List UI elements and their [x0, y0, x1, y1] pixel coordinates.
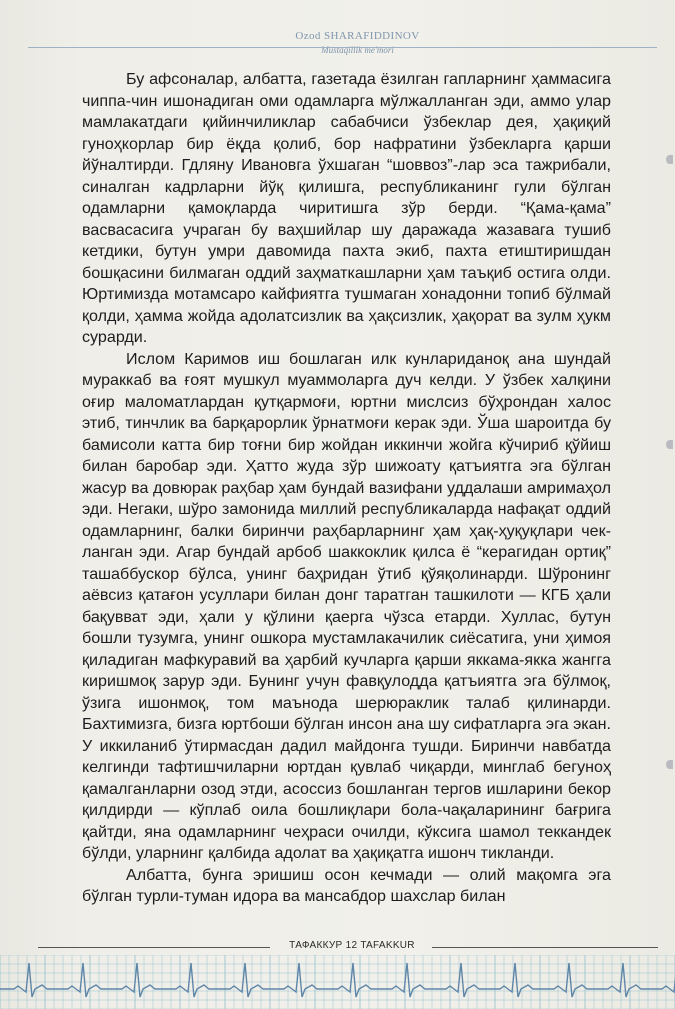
ecg-trace [0, 963, 675, 997]
header-rule [28, 47, 657, 48]
paragraph-2: Ислом Каримов иш бошлаган илк кунлариданоқ ана шундай мураккаб ва ғоят мушкул муаммоларга дуч келди. У ўзбек халқини оғир маломатлардан қутқармоғи, юртни мислсиз бўҳрондан халос этиб, тинчлик ва барқарорлик ўрнатмоғи керак эди. Ўша шароитда бу бамисоли катта бир тоғни бир жойдан иккинчи жойга кўчириб қўйиш билан баробар эди. Ҳатто жуда зўр шижоату қатъиятга эга бўлган жасур ва довюрак раҳбар ҳам бундай вазифани уддалаши амримаҳол эди. Негаки, шўро замонида миллий республикаларда нафақат оддий одамларнинг, балки биринчи раҳбарларнинг ҳам ҳақ-ҳуқуқлари чекланган эди. Агар бундай арбоб шаккоклик қилса ё “керагидан ортиқ” ташаббускор бўлса, унинг баҳридан ўтиб қўяқолинарди. Шўронинг аёвсиз қатағон усуллари билан донг таратган ташкилоти — КГБ ҳали бақувват эди, ҳали у қўлини қаерга чўзса етарди. Хуллас, бутун бошли тузумга, унинг ошкора мустамлакачилик сиёсатига, уни ҳимоя қиладиган мафкуравий ва ҳарбий кучларга қарши яккама-якка жангга киришмоқ зарур эди. Бунинг учун фавқулодда қатъиятга эга бўлмоқ, ўзига ишонмоқ, том маънода шерюраклик талаб қилинарди. Бахтимизга, бизга юртбоши бўлган инсон ана шу сифатларга эга экан. У иккиланиб ўтирмасдан дадил майдонга тушди. Биринчи навбатда келгинди тафтишчиларни юртдан қувлаб чиқарди, минглаб бегуноҳ қамалганларни озод этди, асоссиз бошланган тергов ишларини бекор қилдирди — кўплаб оила бошлиқлари бола-чақаларининг бағрига қайтди, яна одамларнинг чеҳраси очилди, кўксига шамол теккандек бўлди, уларнинг қалбида адолат ва ҳақиқатга ишонч тикланди. [82, 349, 611, 862]
running-header [0, 31, 675, 55]
paragraph-1: Бу афсоналар, албатта, газетада ёзилган гапларнинг ҳаммасига чиппа-чин ишонадиган оми одамларга мўлжалланган эди, аммо улар мамлакатдаги қийинчиликлар сабабчиси ўзбеклар дея, ҳақиқий гуноҳкорлар бир ёқда қолиб, бор нафратини ўзбекларга қарши йўналтирди. Гдляну Ивановга ўхшаган “шоввоз”-лар эса тажрибали, синалган кадрларни йўқ қилишга, республиканинг гули бўлган одамларни қамоқларда чиритишга зўр берди. “Қама-қама” васвасасига учраган бу ваҳшийлар шу даражада жазавага тушиб кетдики, бутун умри давомида пахта экиб, пахта етиштиришдан бошқасини билмаган оддий заҳматкашларни ҳам таъқиб остига олди. Юртимизда мотамсаро кайфиятга тушмаган хонадонни топиб бўлмай қолди, ҳамма жойда адолатсизлик ва ҳақсизлик, ҳақорат ва зулм ҳукм сурарди. [82, 70, 611, 346]
ecg-ornament [0, 955, 675, 1009]
footer-label: ТАФАККУР 12 TAFAKKUR [289, 940, 415, 951]
page-edge-mark [666, 440, 673, 449]
footer-rule-left [38, 947, 270, 948]
header-subtitle: Mustaqillik me'mori [321, 45, 394, 55]
page-edge-mark [666, 760, 673, 769]
article-body [82, 69, 611, 908]
paragraph-3: Албатта, бунга эришиш осон кечмади — олий мақомга эга бўлган турли-туман идора ва мансабдор шахслар билан [82, 865, 611, 905]
header-author: Ozod SHARAFIDDINOV [295, 30, 420, 42]
footer-rule-right [432, 947, 658, 948]
page-edge-mark [666, 155, 673, 164]
ecg-grid [0, 955, 675, 1009]
